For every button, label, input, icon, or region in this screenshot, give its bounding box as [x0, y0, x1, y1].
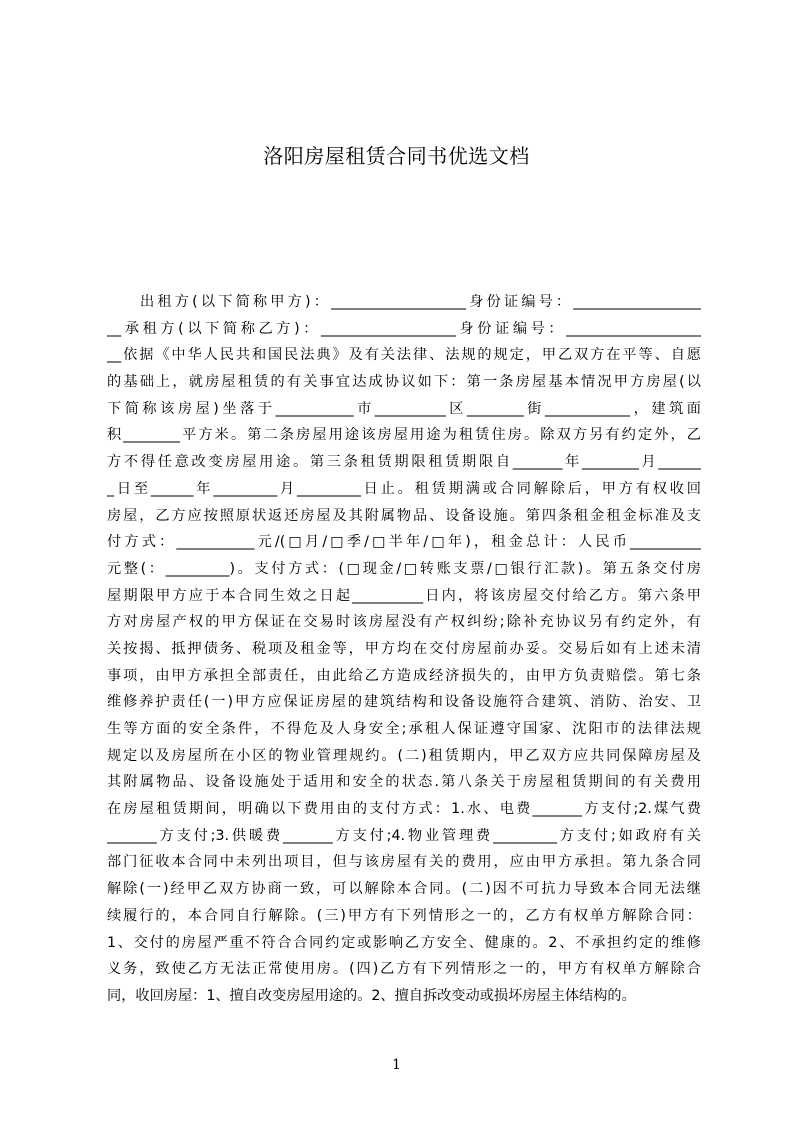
- contract-text-line: 方对房屋产权的甲方保证在交易时该房屋没有产权纠纷;除补充协议另有约定外，有: [107, 614, 701, 631]
- contract-text-line: 维修养护责任(一)甲方应保证房屋的建筑结构和设备设施符合建筑、消防、治安、卫: [107, 694, 701, 711]
- contract-text-line: __承租方(以下简称乙方)：___________________身份证编号：___________________: [107, 320, 701, 337]
- contract-text-line: 付方式：___________元/(□月/□季/□半年/□年)，租金总计：人民币__________: [107, 534, 701, 551]
- contract-text-line: 房屋，乙方应按照原状返还房屋及其附属物品、设备设施。第四条租金租金标准及支: [107, 507, 701, 524]
- contract-text-line: 在房屋租赁期间，明确以下费用由的支付方式：1.水、电费_______方支付;2.煤气费: [107, 801, 701, 818]
- contract-body: [107, 289, 701, 1010]
- contract-text-line: 的基础上，就房屋租赁的有关事宜达成协议如下：第一条房屋基本情况甲方房屋(以: [107, 374, 701, 391]
- contract-text-line: 关按揭、抵押债务、税项及租金等，甲方均在交付房屋前办妥。交易后如有上述未清: [107, 640, 701, 657]
- contract-text-line: 方不得任意改变房屋用途。第三条租赁期限租赁期限自_______年________月______: [107, 454, 701, 471]
- page-number: 1: [392, 1057, 401, 1073]
- contract-text-line: 1、交付的房屋严重不符合合同约定或影响乙方安全、健康的。2、不承担约定的维修: [107, 934, 701, 951]
- contract-text-line: 部门征收本合同中未列出项目，但与该房屋有关的费用，应由甲方承担。第九条合同: [107, 854, 701, 871]
- contract-text-line: 积________平方米。第二条房屋用途该房屋用途为租赁住房。除双方另有约定外，乙: [107, 427, 701, 444]
- contract-text-line: 规定以及房屋所在小区的物业管理规约。(二)租赁期内，甲乙双方应共同保障房屋及: [107, 747, 701, 764]
- contract-text-line: 下简称该房屋)坐落于___________市__________区________街____________，建筑面: [107, 400, 701, 417]
- contract-text-line: _日至______年_________月_________日止。租赁期满或合同解除后，甲方有权收回: [107, 480, 701, 497]
- contract-text-line: 出租方(以下简称甲方)：___________________身份证编号：__________________: [140, 294, 701, 310]
- contract-text-line: 元整(：_________)。支付方式：(□现金/□转账支票/□银行汇款)。第五条交付房: [107, 560, 701, 577]
- contract-text-line: 屋期限甲方应于本合同生效之日起__________日内，将该房屋交付给乙方。第六条甲: [107, 587, 701, 604]
- contract-text-line: 其附属物品、设备设施处于适用和安全的状态.第八条关于房屋租赁期间的有关费用: [107, 774, 701, 791]
- contract-text-line: __依据《中华人民共和国民法典》及有关法律、法规的规定，甲乙双方在平等、自愿: [107, 347, 701, 364]
- contract-text-line: 续履行的，本合同自行解除。(三)甲方有下列情形之一的，乙方有权单方解除合同：: [107, 907, 701, 924]
- contract-text-line: 义务，致使乙方无法正常使用房。(四)乙方有下列情形之一的，甲方有权单方解除合: [107, 961, 701, 978]
- contract-text-line: 事项，由甲方承担全部责任，由此给乙方造成经济损失的，由甲方负责赔偿。第七条: [107, 667, 701, 684]
- contract-text-line: 同，收回房屋：1、擅自改变房屋用途的。2、擅自拆改变动或损坏房屋主体结构的。: [107, 987, 636, 1004]
- contract-text-line: 解除(一)经甲乙双方协商一致，可以解除本合同。(二)因不可抗力导致本合同无法继: [107, 881, 701, 898]
- contract-text-line: 生等方面的安全条件，不得危及人身安全;承租人保证遵守国家、沈阳市的法律法规: [107, 721, 701, 737]
- contract-text-line: _______方支付;3.供暖费_______方支付;4.物业管理费_________方支付;如政府有关: [107, 827, 701, 844]
- document-title: 洛阳房屋租赁合同书优选文档: [263, 144, 530, 168]
